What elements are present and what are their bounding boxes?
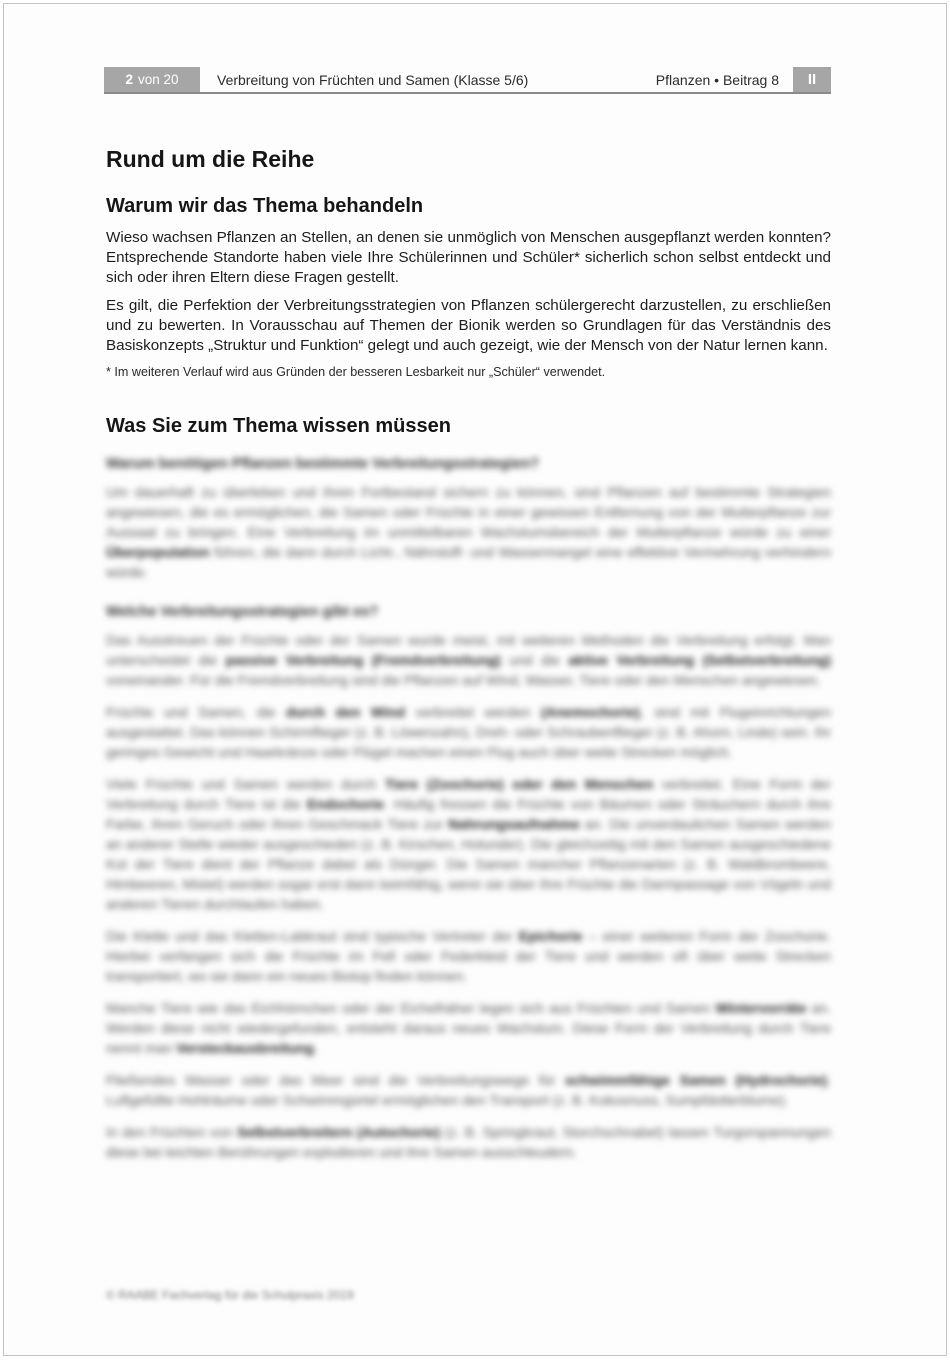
page-title: Rund um die Reihe [106,146,315,172]
footnote: * Im weiteren Verlauf wird aus Gründen der besseren Lesbarkeit nur „Schüler“ verwendet. [106,364,606,379]
section-heading-knowledge: Was Sie zum Thema wissen müssen [106,414,451,437]
paragraph: Es gilt, die Perfektion der Verbreitungsstrategien von Pflanzen schülergerecht darzustellen, zu erschließen und zu bewerten. In Vorausschau auf Themen der Bionik werden so Grundlagen für das Verständnis des Basiskonzepts „Struktur und Funktion“ gelegt und auch gezeigt, wie der Mensch von der Natur lernen kann. [106,297,831,354]
page-total: von 20 [137,72,179,87]
document-page [3,3,947,1356]
blurred-preview-text: Warum benötigen Pflanzen bestimmte Verbreitungsstrategien? Um dauerhaft zu überleben und ihren Fortbestand sichern zu können, sind Pflanzen auf bestimmte Strategien angewiesen, die es ermöglichen, die Samen oder Früchte in einer gewissen Entfernung von der Mutterpflanze zur Aussaat zu bringen. Eine Verbreitung im unmittelbaren Wachstumsbereich der Mutterpflanze würde zu einer Überpopulation führen, die dann durch Licht-, Nährstoff- und Wassermangel eine effektive Vermehrung verhindern würde. Welche Verbreitungsstrategien gibt es? Das Ausstreuen der Früchte oder der Samen wurde meist, mit weiteren Methoden die Verbreitung erfolgt. Man unterscheidet die passive Verbreitung (Fremdverbreitung) und die aktive Verbreitung (Selbstverbreitung) voneinander. Für die Fremdverbreitung sind die Pflanzen auf Wind, Wasser, Tiere oder den Menschen angewiesen. Früchte und Samen, die durch den Wind verbreitet werden (Anemochorie), sind mit Flugeinrichtungen ausgestattet. Das können Schirmflieger (z. B. Löwenzahn), Dreh- oder Schraubenflieger (z. B. Ahorn, Linde) sein. Ihr geringes Gewicht und Haarkränze oder Flügel machen einen Flug auch über weite Strecken möglich. Viele Früchte und Samen werden durch Tiere (Zoochorie) oder den Menschen verbreitet. Eine Form der Verbreitung durch Tiere ist die Endochorie. Häufig fressen die Früchte von Bäumen oder Sträuchern durch ihre Farbe, ihren Geruch oder ihren Geschmack Tiere zur Nahrungsaufnahme an. Die unverdaulichen Samen werden an anderer Stelle wieder ausgeschieden (z. B. Kirschen, Holunder). Die gleichzeitig mit den Samen ausgeschiedene Kot der Tiere dient der Pflanze dabei als Dünger. Die Samen mancher Pflanzenarten (z. B. Waldbrombeere, Himbeeren, Mistel) werden sogar erst dann keimfähig, wenn sie über ihre Früchte die Darmpassage von Vögeln und anderen Tieren durchlaufen haben. Die Klette und das Kletten-Labkraut sind typische Vertreter der Epichorie – einer weiteren Form der Zoochorie. Hierbei verfangen sich die Früchte im Fell oder Federkleid der Tiere und werden oft über weite Strecken transportiert, wo sie dann ein neues Biotop finden können. Manche Tiere wie das Eichhörnchen oder der Eichelhäher legen sich aus Früchten und Samen Wintervorräte an. Werden diese nicht wiedergefunden, entsteht daraus neues Wachstum. Diese Form der Verbreitung durch Tiere nennt man Versteckausbreitung. Fließendes Wasser oder das Meer sind die Verbreitungswege für schwimmfähige Samen (Hydrochorie). Luftgefüllte Hohlräume oder Schwimmgürtel ermöglichen den Transport (z. B. Kokosnuss, Sumpfdotterblume). In den Früchten von Selbstverbreitern (Autochorie) (z. B. Springkraut, Storchschnabel) lassen Turgorspannungen diese bei leichten Berührungen explodieren und ihre Samen ausschleudern. [106,455,832,1160]
level-badge: II [793,67,831,92]
page-header [104,67,831,94]
topic-label: Pflanzen • Beitrag 8 [655,71,779,88]
page-counter [104,67,200,92]
series-title: Verbreitung von Früchten und Samen (Klasse 5/6) [217,71,529,88]
section-heading-why: Warum wir das Thema behandeln [106,195,424,217]
copyright-footer: © RAABE Fachverlag für die Schulpraxis 2019 [106,1288,354,1302]
page-number: 2 [125,72,133,87]
paragraph: Wieso wachsen Pflanzen an Stellen, an denen sie unmöglich von Menschen ausgepflanzt werden konnten? Entsprechende Standorte haben viele Ihre Schülerinnen und Schüler* sicherlich schon selbst entdeckt und sich oder ihren Eltern diese Fragen gestellt. [106,229,831,286]
main-content [106,146,831,1174]
